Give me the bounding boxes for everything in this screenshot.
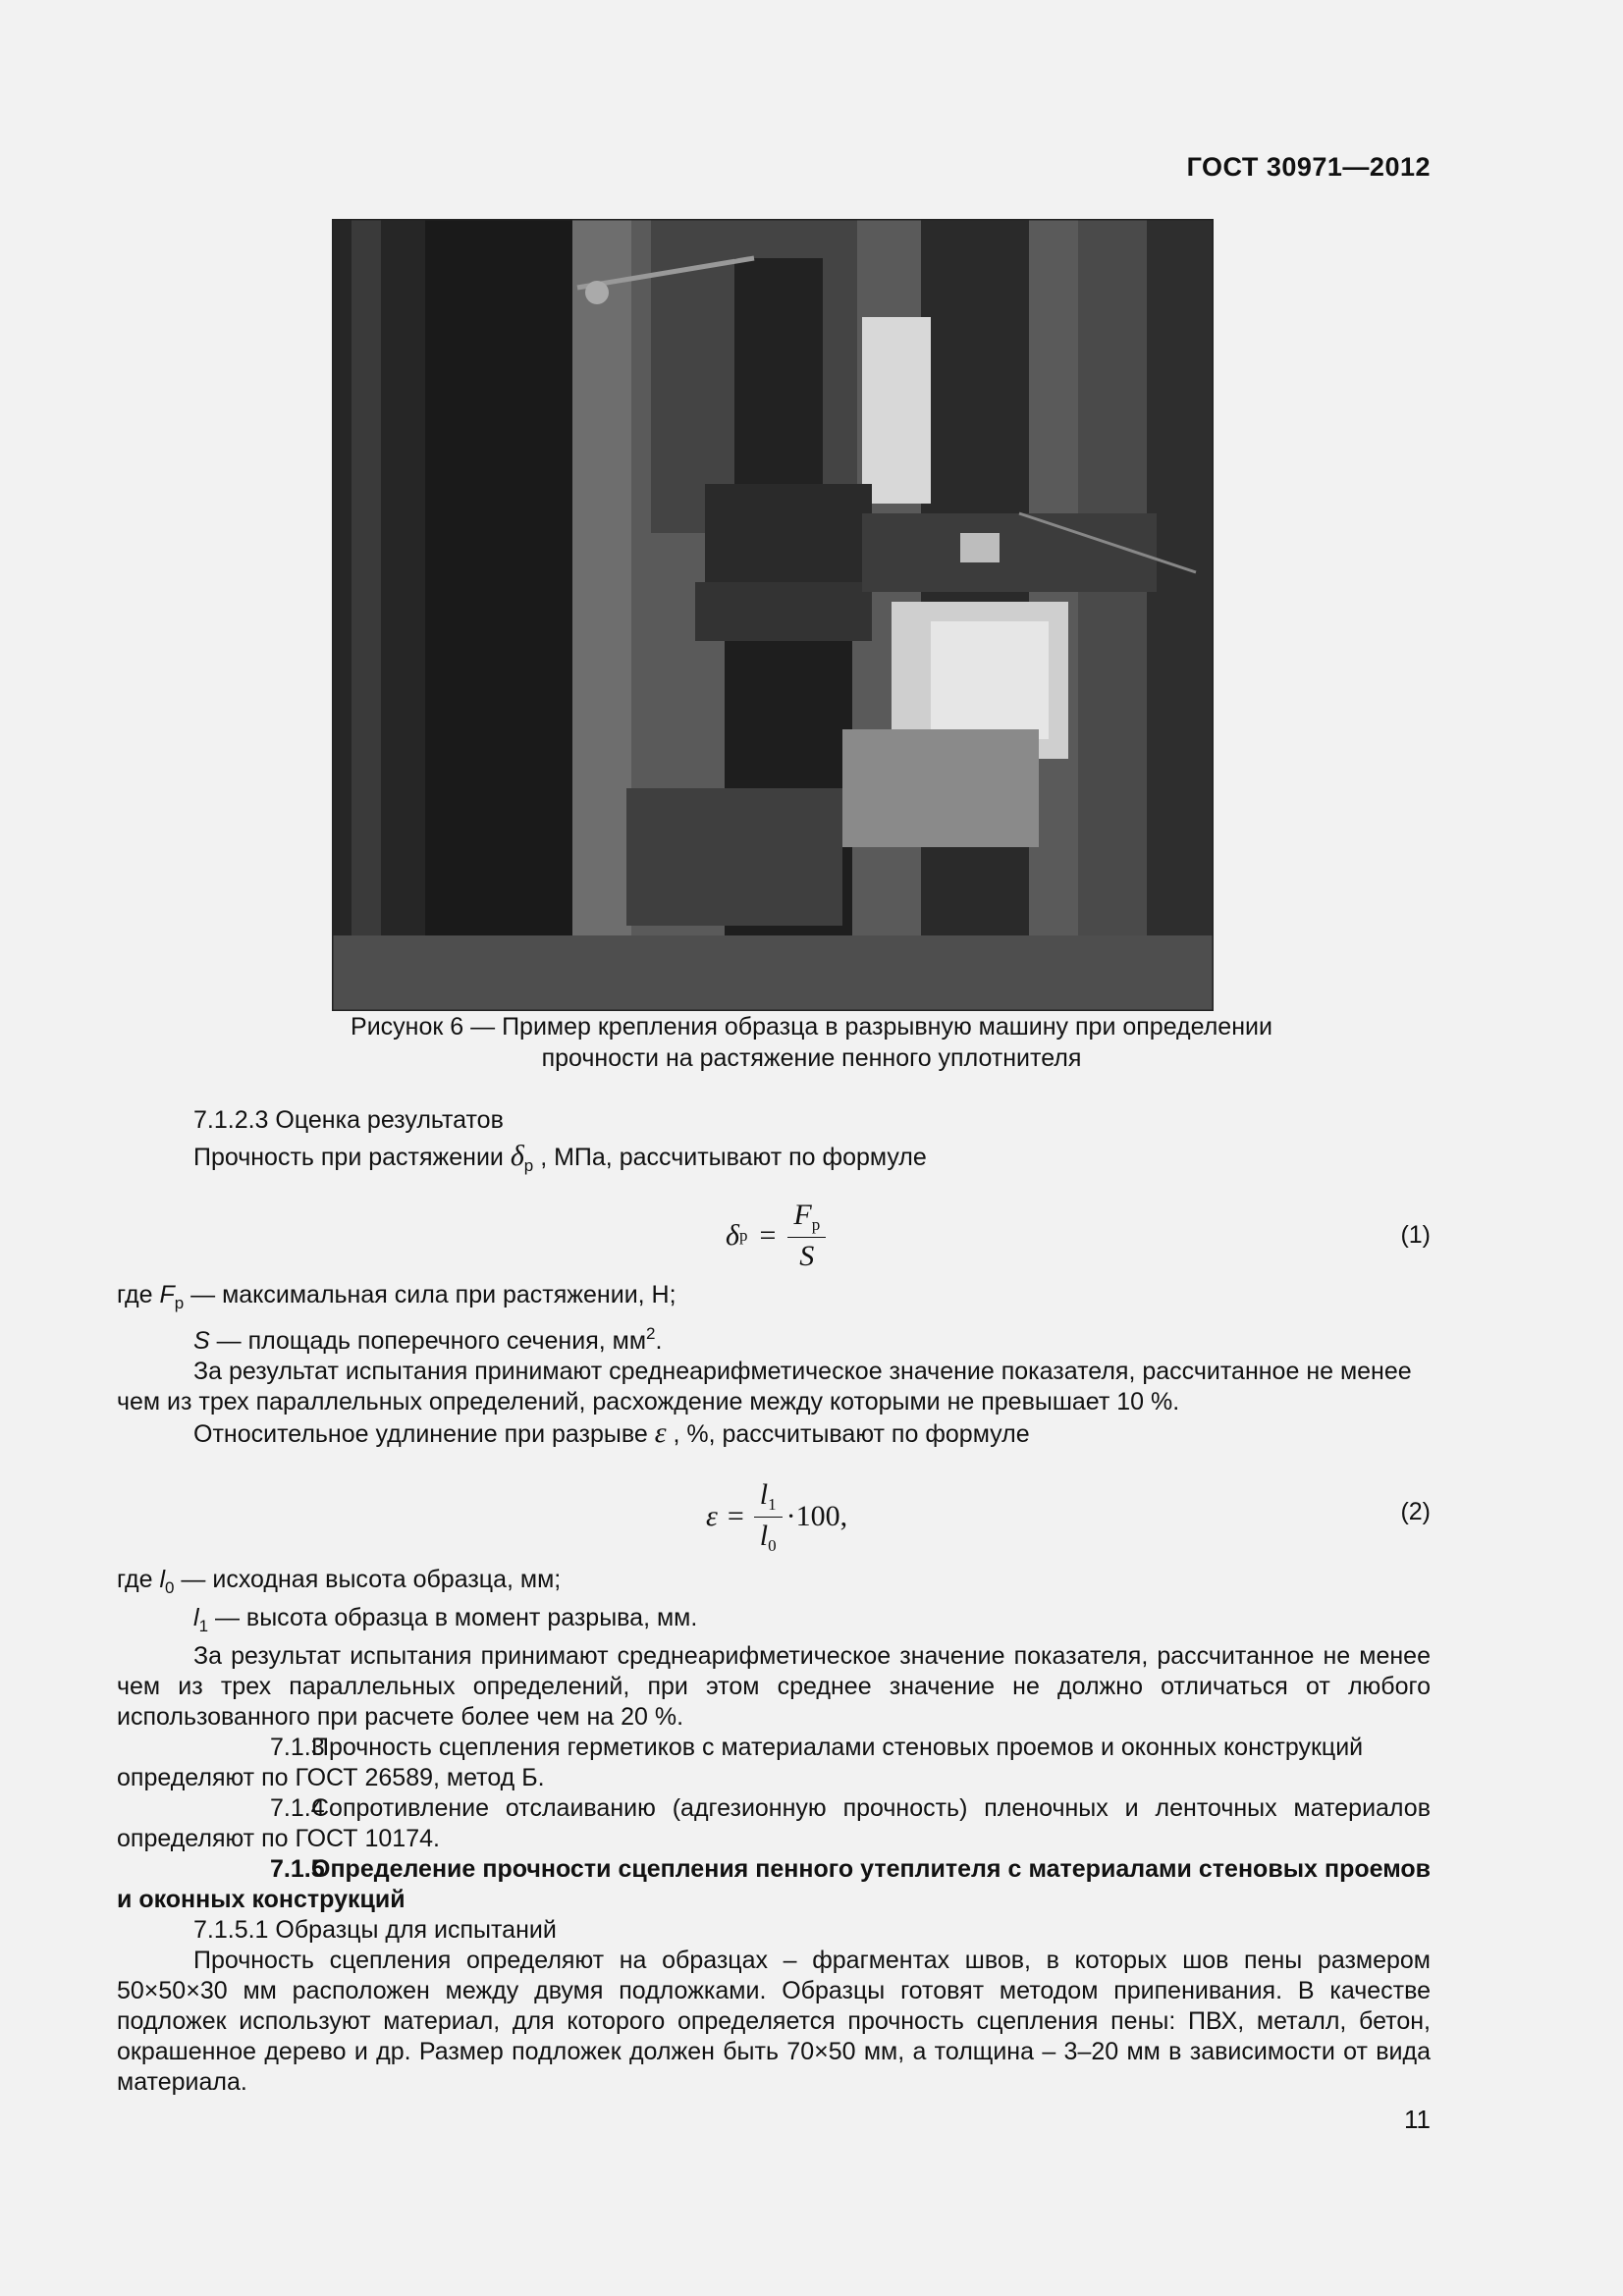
figure-caption-line2: прочности на растяжение пенного уплотнителя — [541, 1044, 1082, 1072]
formula-2 — [117, 1472, 1431, 1561]
where1-line2: S — площадь поперечного сечения, $мм^2$. — [193, 1324, 663, 1355]
item-7-1-3: 7.1.3Прочность сцепления герметиков с материалами стеновых проемов и оконных конструкций определяют по ГОСТ 26589, метод Б. — [117, 1734, 1364, 1791]
where-block-1 — [117, 1280, 1431, 1450]
result-paragraph-1: За результат испытания принимают среднеарифметическое значение показателя, рассчитанное не менее чем из трех параллельных определений, расхождение между которыми не превышает 10 %. — [117, 1358, 1412, 1415]
force-symbol: F — [159, 1281, 175, 1308]
item-7-1-5-1-text: Прочность сцепления определяют на образцах – фрагментах швов, в которых шов пены размером 50×50×30 мм расположен между двумя подложками. Образцы готовят методом припенивания. В качестве подложек используют материал, для которого определяется прочность сцепления пены: ПВХ, металл, бетон, окрашенное дерево и др. Размер подложек должен быть 70×50 мм, а толщина – 3–20 мм в зависимости от вида материала. — [117, 1947, 1431, 2096]
page-number: 11 — [1404, 2105, 1431, 2134]
item-7-1-5-heading: 7.1.5Определение прочности сцепления пенного утеплителя с материалами стеновых проемов и оконных конструкций — [117, 1855, 1431, 1913]
epsilon-symbol: ε — [654, 1416, 667, 1449]
formula-1 — [117, 1192, 1431, 1280]
figure-6-photo — [332, 219, 1214, 1011]
result-paragraph-2: За результат испытания принимают среднеарифметическое значение показателя, рассчитанное не менее чем из трех параллельных определений, при этом среднее значение не должно отличаться от любого использованного при расчете более чем на 20 %. — [117, 1642, 1431, 1731]
formula1-lhs-sub: р — [738, 1226, 748, 1245]
item-7-1-4: 7.1.4Сопротивление отслаиванию (адгезионную прочность) пленочных и ленточных материалов определяют по ГОСТ 10174. — [117, 1794, 1431, 1852]
formula2-eq: = — [727, 1500, 744, 1532]
document-code: ГОСТ 30971—2012 — [1186, 152, 1431, 182]
main-text-block — [117, 1565, 1431, 2098]
formula2-tail: , — [839, 1500, 848, 1532]
area-symbol: S — [193, 1327, 210, 1355]
tensile-strength-intro — [117, 1141, 1431, 1181]
formula1-num: F — [793, 1199, 812, 1231]
elongation-intro: Относительное удлинение при разрыве ε , %, рассчитывают по формуле — [193, 1416, 1030, 1449]
where1-line1: где $F_р$ — максимальная сила при растяжении, Н; — [117, 1281, 676, 1312]
delta-symbol: δ — [510, 1140, 524, 1172]
formula2-den: l — [759, 1519, 769, 1552]
figure-caption-line1: Рисунок 6 — Пример крепления образца в разрывную машину при определении — [351, 1013, 1272, 1041]
formula1-eq: = — [759, 1219, 777, 1252]
delta-subscript: р — [523, 1156, 534, 1175]
section-title: 7.1.2.3 Оценка результатов — [193, 1106, 504, 1134]
where2-line1: где $l_0$ — исходная высота образца, мм; — [117, 1566, 562, 1597]
formula2-num: l — [759, 1477, 769, 1511]
formula1-num-sub: p — [811, 1215, 821, 1234]
formula2-mult: ·100 — [785, 1500, 840, 1532]
formula2-fraction — [754, 1478, 783, 1556]
formula1-number: (1) — [1400, 1221, 1431, 1249]
formula1-lhs: δ — [726, 1219, 739, 1252]
section-7-1-2-3 — [117, 1105, 1431, 1181]
intro-text-a: Прочность при растяжении — [193, 1144, 511, 1171]
formula2-num-sub: 1 — [768, 1494, 777, 1514]
intro-text-b: , МПа, рассчитывают по формуле — [533, 1144, 927, 1171]
figure-caption — [196, 1011, 1427, 1074]
item-7-1-5-1-title: 7.1.5.1 Образцы для испытаний — [193, 1916, 557, 1944]
formula2-number: (2) — [1400, 1498, 1431, 1525]
formula2-den-sub: 0 — [768, 1535, 777, 1555]
where2-line2: $l_1$ — высота образца в момент разрыва, мм. — [193, 1604, 698, 1635]
tensile-machine-photo — [332, 219, 1214, 1011]
formula2-lhs: ε — [706, 1500, 718, 1532]
formula1-den: S — [799, 1240, 815, 1272]
formula1-fraction — [787, 1199, 826, 1273]
